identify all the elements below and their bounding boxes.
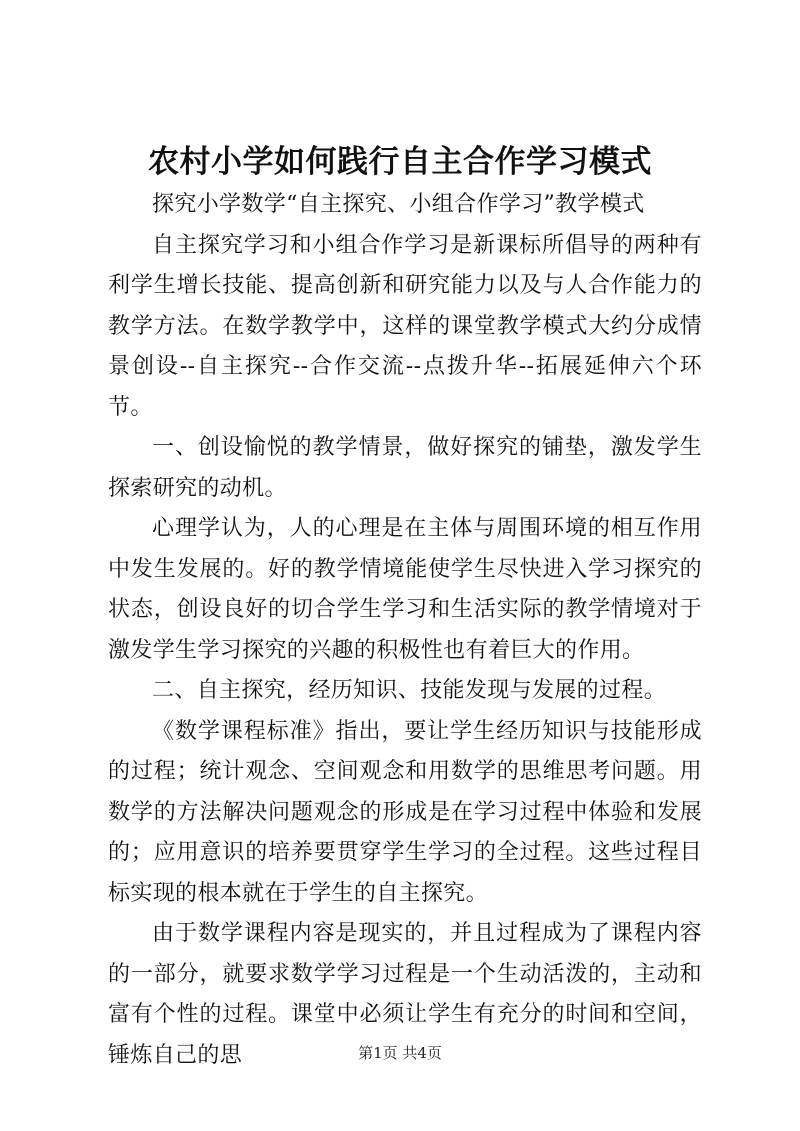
document-body	[108, 185, 702, 1076]
document-title: 农村小学如何践行自主合作学习模式	[148, 144, 652, 180]
paragraph-section-2-body: 《数学课程标准》指出，要让学生经历知识与技能形成的过程；统计观念、空间观念和用数学的思维思考问题。用数学的方法解决问题观念的形成是在学习过程中体验和发展的；应用意识的培养要贯穿学生学习的全过程。这些过程目标实现的根本就在于学生的自主探究。	[108, 718, 702, 906]
paragraph-subtitle: 探究小学数学“自主探究、小组合作学习”教学模式	[152, 192, 645, 217]
paragraph-section-2-heading: 二、自主探究，经历知识、技能发现与发展的过程。	[152, 678, 667, 703]
paragraph-section-2-continued: 由于数学课程内容是现实的，并且过程成为了课程内容的一部分，就要求数学学习过程是一个生动活泼的，主动和富有个性的过程。课堂中必须让学生有充分的时间和空间，锤炼自己的思	[108, 921, 702, 1068]
paragraph-intro: 自主探究学习和小组合作学习是新课标所倡导的两种有利学生增长技能、提高创新和研究能力以及与人合作能力的教学方法。在数学教学中，这样的课堂教学模式大约分成情景创设--自主探究--合作交流--点拨升华--拓展延伸六个环节。	[108, 232, 702, 420]
page-number: 第1页 共4页	[358, 1044, 442, 1062]
paragraph-section-1-body: 心理学认为，人的心理是在主体与周围环境的相互作用中发生发展的。好的教学情境能使学生尽快进入学习探究的状态，创设良好的切合学生学习和生活实际的教学情境对于激发学生学习探究的兴趣的积极性也有着巨大的作用。	[108, 516, 702, 663]
paragraph-section-1-heading: 一、创设愉悦的教学情景，做好探究的铺垫，激发学生探索研究的动机。	[108, 435, 702, 501]
